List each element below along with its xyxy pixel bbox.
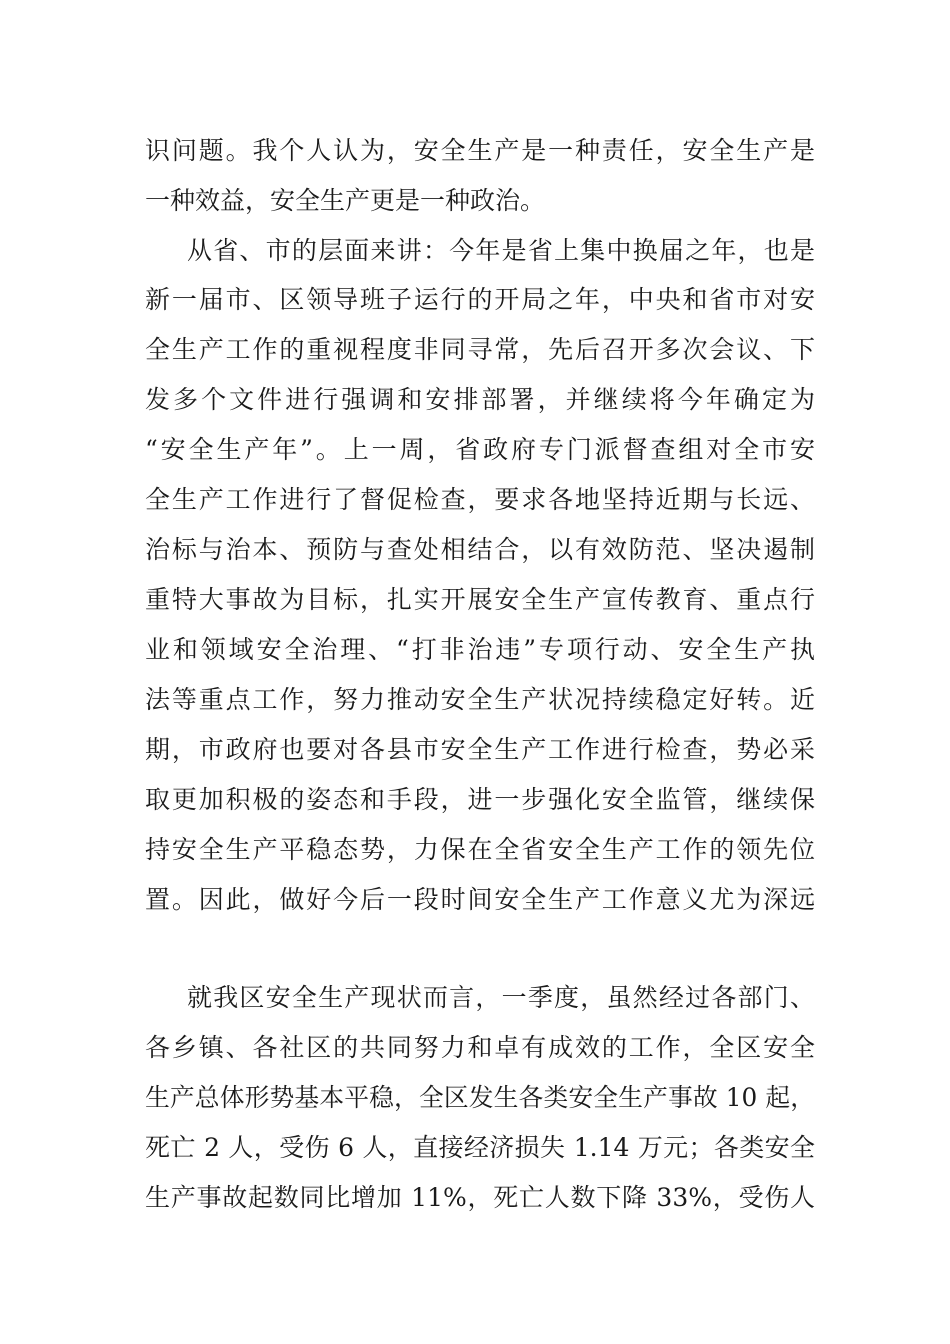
paragraph-2-line-11: 期，市政府也要对各县市安全生产工作进行检查，势必采: [145, 735, 815, 764]
paragraph-2-line-10: 法等重点工作，努力推动安全生产状况持续稳定好转。近: [145, 685, 815, 714]
paragraph-2-line-12: 取更加积极的姿态和手段，进一步强化安全监管，继续保: [145, 785, 815, 814]
paragraph-2-line-14: 置。因此，做好今后一段时间安全生产工作意义尤为深远: [145, 885, 815, 914]
paragraph-2-line-6: 全生产工作进行了督促检查，要求各地坚持近期与长远、: [145, 485, 815, 514]
paragraph-1-line-1: 识问题。我个人认为，安全生产是一种责任，安全生产是: [145, 136, 815, 165]
paragraph-1-line-2: 一种效益，安全生产更是一种政治。: [145, 186, 546, 215]
paragraph-3-line-2: 各乡镇、各社区的共同努力和卓有成效的工作，全区安全: [145, 1033, 815, 1062]
paragraph-2-line-13: 持安全生产平稳态势，力保在全省安全生产工作的领先位: [145, 835, 815, 864]
paragraph-2-line-8: 重特大事故为目标，扎实开展安全生产宣传教育、重点行: [145, 585, 815, 614]
paragraph-3-line-5: 生产事故起数同比增加 11%，死亡人数下降 33%，受伤人: [145, 1183, 815, 1212]
paragraph-2-line-9: 业和领域安全治理、“打非治违”专项行动、安全生产执: [145, 635, 815, 664]
paragraph-2-line-2: 新一届市、区领导班子运行的开局之年，中央和省市对安: [145, 285, 815, 314]
paragraph-3-line-1: 就我区安全生产现状而言，一季度，虽然经过各部门、: [187, 983, 815, 1012]
paragraph-2-line-7: 治标与治本、预防与查处相结合，以有效防范、坚决遏制: [145, 535, 815, 564]
paragraph-2-line-4: 发多个文件进行强调和安排部署，并继续将今年确定为: [145, 385, 815, 414]
paragraph-3-line-3: 生产总体形势基本平稳，全区发生各类安全生产事故 10 起，: [145, 1083, 815, 1112]
paragraph-2-line-1: 从省、市的层面来讲：今年是省上集中换届之年，也是: [187, 236, 815, 265]
paragraph-2-line-5: “安全生产年”。上一周，省政府专门派督查组对全市安: [145, 435, 815, 464]
paragraph-2-line-3: 全生产工作的重视程度非同寻常，先后召开多次会议、下: [145, 335, 815, 364]
paragraph-3-line-4: 死亡 2 人，受伤 6 人，直接经济损失 1.14 万元；各类安全: [145, 1133, 815, 1162]
